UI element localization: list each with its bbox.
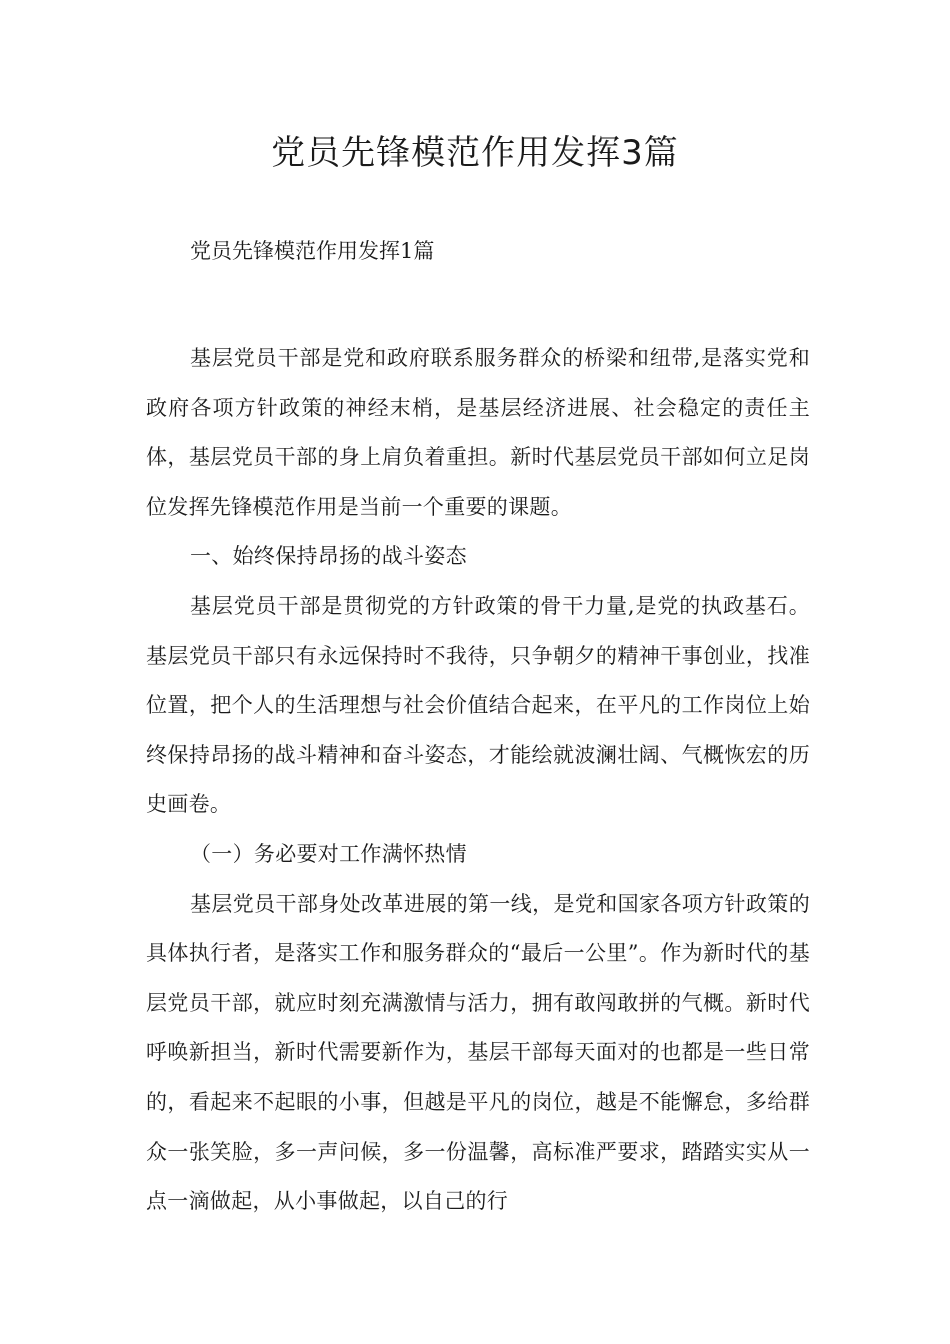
paragraph-subsection-1: 基层党员干部身处改革进展的第一线，是党和国家各项方针政策的具体执行者，是落实工作和服务群众的“最后一公里”。作为新时代的基层党员干部，就应时刻充满激情与活力，拥有敢闯敢拼的气概。新时代呼唤新担当，新时代需要新作为，基层干部每天面对的也都是一些日常的，看起来不起眼的小事，但越是平凡的岗位，越是不能懈怠，多给群众一张笑脸，多一声问候，多一份温馨，高标准严要求，踏踏实实从一点一滴做起，从小事做起，以自己的行: [146, 891, 810, 1214]
document-body: [146, 334, 810, 1227]
paragraph-intro: 基层党员干部是党和政府联系服务群众的桥梁和纽带,是落实党和政府各项方针政策的神经末梢，是基层经济进展、社会稳定的责任主体，基层党员干部的身上肩负着重担。新时代基层党员干部如何立足岗位发挥先锋模范作用是当前一个重要的课题。: [146, 346, 810, 519]
paragraph-section-1: 基层党员干部是贯彻党的方针政策的骨干力量,是党的执政基石。基层党员干部只有永远保持时不我待，只争朝夕的精神干事创业，找准位置，把个人的生活理想与社会价值结合起来，在平凡的工作岗位上始终保持昂扬的战斗精神和奋斗姿态，才能绘就波澜壮阔、气概恢宏的历史画卷。: [146, 593, 810, 817]
subsection-heading-1: （一）务必要对工作满怀热情: [190, 841, 467, 866]
document-subtitle: 党员先锋模范作用发挥1篇: [190, 239, 435, 263]
document-title: 党员先锋模范作用发挥3篇: [271, 133, 679, 173]
section-heading-1: 一、始终保持昂扬的战斗姿态: [190, 544, 467, 569]
